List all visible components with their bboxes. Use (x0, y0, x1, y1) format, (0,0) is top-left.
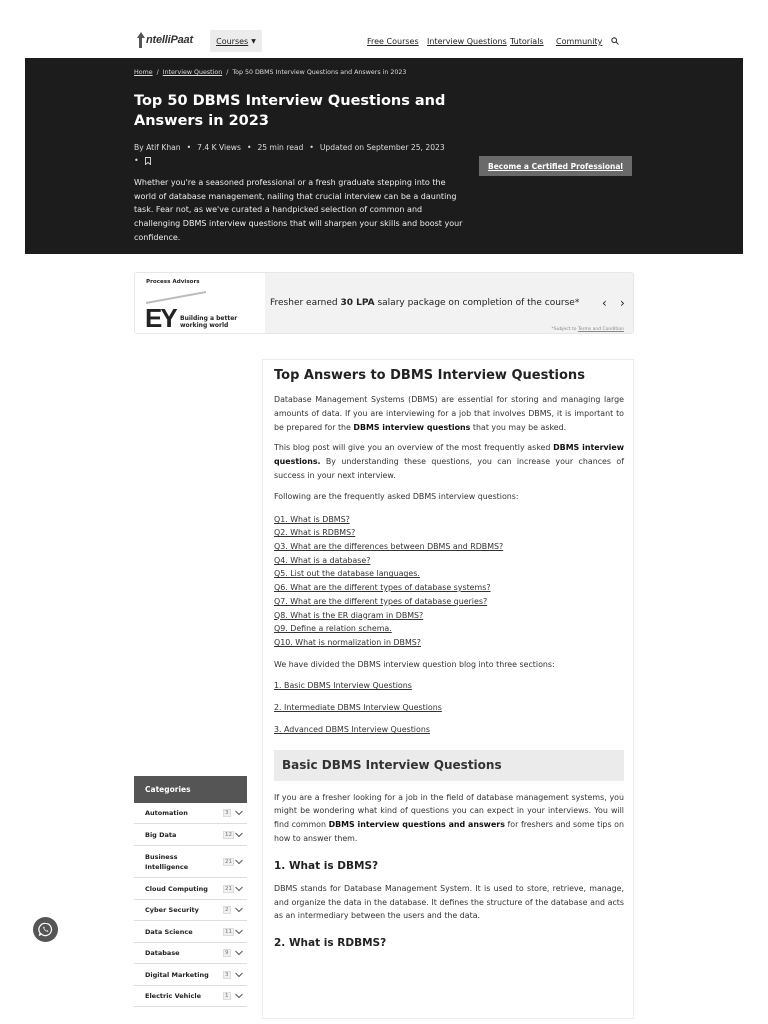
p2-text-c: By understanding these questions, you can increase your chances of success in your next interview. (274, 457, 624, 480)
ey-logo: EY (145, 303, 176, 333)
breadcrumb-current: Top 50 DBMS Interview Questions and Answers in 2023 (232, 69, 407, 76)
breadcrumb-interview-question[interactable]: Interview Question (162, 69, 223, 76)
question-link[interactable]: Q1. What is DBMS? (274, 514, 350, 524)
categories-title: Categories (134, 776, 247, 803)
section-link-advanced[interactable]: 3. Advanced DBMS Interview Questions (274, 724, 430, 734)
logo-mark-icon (135, 32, 145, 48)
read-time: 25 min read (257, 143, 304, 152)
basic-intro-paragraph (274, 791, 624, 846)
question-heading: 2. What is RDBMS? (274, 937, 387, 950)
chevron-down-icon[interactable] (235, 810, 243, 816)
category-count: 2 (225, 907, 229, 913)
p1-text-b: DBMS interview questions (353, 422, 471, 432)
chevron-down-icon[interactable] (235, 886, 243, 892)
answer-paragraph: DBMS stands for Database Management System. It is used to store, retrieve, manage, and organize the data in the database. It defines the structure of the database and acts as an intermediary between the users and the data. (274, 883, 624, 921)
category-count: 3 (225, 810, 229, 816)
hero-description: Whether you're a seasoned professional or a fresh graduate stepping into the world of database management, nailing that crucial interview can be a daunting task. Fear not, as we've curated a handpicked selection of common and challenging DBMS interview questions that will sharpen your skills and boost your confidence. (134, 178, 463, 242)
updated-date: Updated on September 25, 2023 (319, 143, 445, 152)
question-link[interactable]: Q7. What are the different types of database queries? (274, 596, 488, 606)
banner-disclaimer (551, 327, 624, 332)
question-link[interactable]: Q6. What are the different types of database systems? (274, 583, 491, 593)
question-heading: 1. What is DBMS? (274, 859, 379, 872)
category-name: Cyber Security (145, 906, 199, 914)
ey-tagline: Building a better working world (180, 315, 238, 329)
p5-text-a: If you are a fresher looking for a job in the field of database management systems, you might be wondering what kind of questions you can expect in your interviews. You will find common (274, 792, 624, 830)
p2-text-a: This blog post will give you an overview of the most frequently asked (274, 443, 554, 453)
p5-text-b: DBMS interview questions and answers (328, 820, 505, 830)
category-count: 12 (225, 831, 232, 838)
banner-label: Process Advisors (146, 279, 200, 285)
author[interactable]: By Atif Khan (134, 143, 181, 152)
question-link[interactable]: Q3. What are the differences between DBMS and RDBMS? (274, 541, 504, 551)
banner-text-c: salary package on completion of the course* (374, 298, 580, 308)
p5-text-c: for freshers and some tips on how to answer them. (274, 820, 624, 843)
category-count: 21 (225, 885, 232, 892)
courses-label: Courses (216, 36, 249, 46)
become-certified-button[interactable]: Become a Certified Professional (479, 156, 632, 176)
category-name: Electric Vehicle (145, 992, 202, 1000)
category-item[interactable] (134, 943, 247, 964)
banner-text-a: Fresher earned (270, 298, 341, 308)
nav-community[interactable]: Community (556, 37, 603, 46)
bookmark-icon[interactable] (145, 157, 151, 165)
banner-message (270, 298, 579, 308)
disclaimer-prefix: *Subject to (551, 327, 578, 332)
breadcrumb: Home / Interview Question / Top 50 DBMS Interview Questions and Answers in 2023 (134, 69, 407, 76)
whatsapp-icon (38, 922, 53, 937)
chevron-down-icon[interactable] (235, 972, 243, 978)
questions-intro: Following are the frequently asked DBMS interview questions: (274, 491, 519, 501)
top-navigation-bar (0, 0, 768, 58)
question-link[interactable]: Q9. Define a relation schema. (274, 624, 392, 634)
chevron-down-icon[interactable] (235, 859, 243, 865)
section-link-basic[interactable]: 1. Basic DBMS Interview Questions (274, 681, 412, 691)
category-item[interactable] (134, 803, 247, 824)
category-item[interactable] (134, 824, 247, 846)
category-item[interactable] (134, 964, 247, 986)
question-link[interactable]: Q2. What is RDBMS? (274, 528, 356, 538)
question-link[interactable]: Q8. What is the ER diagram in DBMS? (274, 610, 424, 620)
category-name: Digital Marketing (145, 970, 209, 979)
question-link[interactable]: Q5. List out the database languages. (274, 569, 420, 579)
category-name: Data Science (145, 927, 193, 936)
chevron-down-icon[interactable] (235, 950, 243, 956)
category-count: 9 (225, 950, 229, 956)
banner-next-icon[interactable]: › (620, 296, 625, 310)
category-name: Big Data (145, 830, 177, 839)
category-count: 21 (225, 858, 232, 865)
article-heading: Top Answers to DBMS Interview Questions (274, 368, 585, 383)
overview-paragraph (274, 441, 624, 482)
meta-bullet: • (134, 156, 139, 165)
breadcrumb-home[interactable]: Home (134, 69, 153, 76)
p2-text-b: DBMS interview questions. (274, 443, 624, 467)
categories-sidebar (134, 776, 247, 1007)
category-item[interactable] (134, 878, 247, 900)
terms-link[interactable]: Terms and Condition (577, 327, 624, 332)
whatsapp-button[interactable] (33, 917, 58, 942)
chevron-down-icon: ▼ (251, 37, 256, 45)
category-item[interactable] (134, 900, 247, 921)
bookmark-row (134, 156, 151, 165)
question-link[interactable]: Q10. What is normalization in DBMS? (274, 637, 421, 647)
logo-text: ntelliPaat (146, 34, 193, 46)
section-heading-basic: Basic DBMS Interview Questions (274, 750, 624, 781)
section-links (274, 679, 624, 736)
hero-section (25, 58, 743, 254)
views-count: 7.4 K Views (197, 143, 241, 152)
chevron-down-icon[interactable] (235, 832, 243, 838)
banner-text-bold: 30 LPA (340, 298, 375, 308)
category-item[interactable] (134, 921, 247, 943)
category-count: 11 (225, 928, 232, 935)
nav-free-courses[interactable]: Free Courses (367, 37, 419, 46)
page-title: Top 50 DBMS Interview Questions and Answers in 2023 (134, 93, 446, 129)
category-count: 1 (225, 993, 229, 999)
section-link-intermediate[interactable]: 2. Intermediate DBMS Interview Questions (274, 703, 442, 713)
courses-dropdown-button[interactable] (210, 30, 262, 52)
p1-text-c: that you may be asked. (470, 422, 567, 432)
question-link[interactable]: Q4. What is a database? (274, 555, 371, 565)
category-name: Cloud Computing (145, 884, 208, 893)
p1-text-a: Database Management Systems (DBMS) are essential for storing and managing large amounts of data. If you are interviewing for a job that involves DBMS, it is important to be prepared for the (274, 395, 624, 432)
nav-tutorials[interactable]: Tutorials (510, 37, 544, 46)
question-links (274, 513, 624, 650)
article-content (262, 359, 634, 1019)
article-meta: By Atif Khan • 7.4 K Views • 25 min read • Updated on September 25, 2023 (134, 143, 445, 152)
category-name: Database (145, 949, 180, 957)
chevron-down-icon[interactable] (235, 993, 243, 999)
sections-intro: We have divided the DBMS interview question blog into three sections: (274, 659, 555, 669)
chevron-down-icon[interactable] (235, 929, 243, 935)
chevron-down-icon[interactable] (235, 907, 243, 913)
category-item[interactable] (134, 986, 247, 1007)
nav-interview-questions[interactable]: Interview Questions (427, 37, 507, 46)
intellipaat-logo[interactable] (135, 30, 193, 50)
category-item[interactable] (134, 846, 247, 878)
banner-prev-icon[interactable]: ‹ (602, 296, 607, 310)
category-name: Business Intelligence (145, 852, 189, 871)
category-count: 3 (225, 971, 229, 978)
category-name: Automation (145, 809, 188, 817)
intro-paragraph (274, 393, 624, 434)
banner-partner-panel (135, 273, 265, 334)
promo-banner[interactable] (134, 272, 634, 334)
search-icon[interactable] (611, 37, 619, 45)
